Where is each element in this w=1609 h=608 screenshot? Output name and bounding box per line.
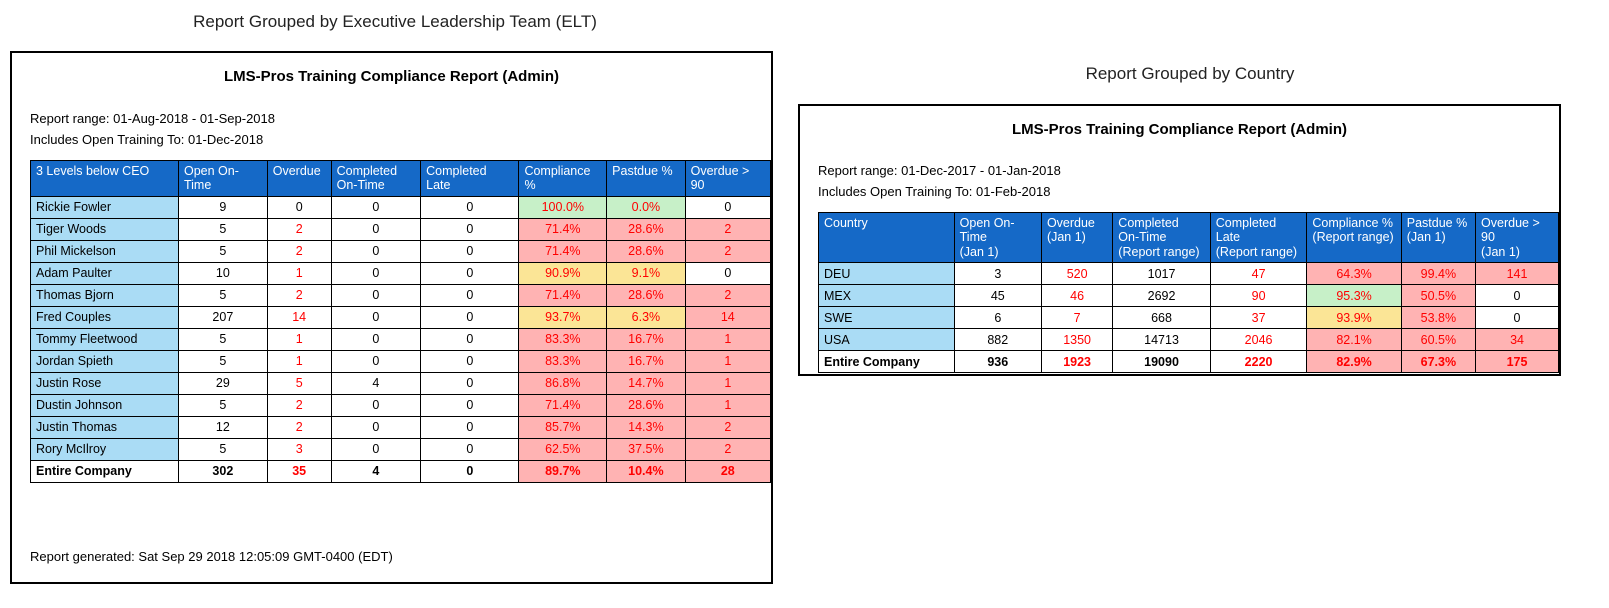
cell-overdue: 2 — [267, 240, 331, 262]
cell-open-on-time: 882 — [954, 329, 1041, 351]
right-report-panel — [798, 104, 1561, 376]
cell-overdue: 7 — [1041, 307, 1112, 329]
cell-overdue-90: 2 — [685, 416, 770, 438]
column-header-open-on-time: Open On-Time — [178, 161, 267, 197]
cell-name: DEU — [819, 263, 955, 285]
table-header-row — [819, 213, 1559, 263]
left-report-title: LMS-Pros Training Compliance Report (Admin) — [223, 68, 560, 85]
cell-compliance-pct: 71.4% — [519, 240, 607, 262]
cell-overdue-90: 2 — [685, 284, 770, 306]
column-header-completed-late: Completed Late (Report range) — [1210, 213, 1307, 263]
cell-completed-late: 47 — [1210, 263, 1307, 285]
cell-compliance-pct: 90.9% — [519, 262, 607, 284]
cell-compliance-pct: 82.1% — [1307, 329, 1401, 351]
cell-overdue: 35 — [267, 460, 331, 482]
cell-completed-on-time: 1017 — [1113, 263, 1210, 285]
cell-open-on-time: 3 — [954, 263, 1041, 285]
table-row — [31, 372, 771, 394]
cell-compliance-pct: 83.3% — [519, 350, 607, 372]
cell-completed-late: 0 — [421, 262, 519, 284]
left-report-caption: Report Grouped by Executive Leadership Team (ELT) — [193, 12, 597, 31]
cell-pastdue-pct: 37.5% — [607, 438, 685, 460]
cell-open-on-time: 12 — [178, 416, 267, 438]
cell-completed-on-time: 0 — [331, 394, 421, 416]
cell-name: Dustin Johnson — [31, 394, 179, 416]
cell-completed-on-time: 0 — [331, 218, 421, 240]
column-header-pastdue-pct: Pastdue % — [607, 161, 685, 197]
cell-name: USA — [819, 329, 955, 351]
cell-completed-late: 0 — [421, 196, 519, 218]
cell-name: MEX — [819, 285, 955, 307]
cell-open-on-time: 29 — [178, 372, 267, 394]
cell-compliance-pct: 83.3% — [519, 328, 607, 350]
cell-compliance-pct: 85.7% — [519, 416, 607, 438]
cell-name: Tiger Woods — [31, 218, 179, 240]
cell-completed-late: 90 — [1210, 285, 1307, 307]
cell-completed-late: 37 — [1210, 307, 1307, 329]
cell-completed-on-time: 0 — [331, 240, 421, 262]
cell-completed-on-time: 2692 — [1113, 285, 1210, 307]
cell-open-on-time: 9 — [178, 196, 267, 218]
left-report-open-training-to: Includes Open Training To: 01-Dec-2018 — [30, 132, 264, 147]
cell-overdue-90: 1 — [685, 350, 770, 372]
left-report-range: Report range: 01-Aug-2018 - 01-Sep-2018 — [30, 111, 275, 126]
right-report-open-training-to: Includes Open Training To: 01-Feb-2018 — [818, 184, 1051, 199]
table-row — [31, 350, 771, 372]
cell-pastdue-pct: 67.3% — [1401, 351, 1475, 373]
cell-completed-late: 0 — [421, 328, 519, 350]
table-row — [31, 306, 771, 328]
table-row — [819, 285, 1559, 307]
table-header-row — [31, 161, 771, 197]
cell-open-on-time: 936 — [954, 351, 1041, 373]
cell-compliance-pct: 95.3% — [1307, 285, 1401, 307]
country-compliance-table — [818, 212, 1559, 373]
cell-overdue: 520 — [1041, 263, 1112, 285]
cell-completed-on-time: 668 — [1113, 307, 1210, 329]
cell-overdue-90: 1 — [685, 394, 770, 416]
cell-open-on-time: 5 — [178, 438, 267, 460]
column-header-completed-on-time: Completed On-Time (Report range) — [1113, 213, 1210, 263]
cell-open-on-time: 5 — [178, 218, 267, 240]
cell-pastdue-pct: 28.6% — [607, 218, 685, 240]
cell-overdue: 14 — [267, 306, 331, 328]
cell-pastdue-pct: 28.6% — [607, 240, 685, 262]
table-total-row — [31, 460, 771, 482]
cell-completed-on-time: 4 — [331, 372, 421, 394]
column-header-completed-on-time: Completed On-Time — [331, 161, 421, 197]
cell-name: Rickie Fowler — [31, 196, 179, 218]
cell-name: Tommy Fleetwood — [31, 328, 179, 350]
cell-name: Justin Thomas — [31, 416, 179, 438]
cell-overdue: 1 — [267, 350, 331, 372]
cell-overdue: 1 — [267, 262, 331, 284]
cell-completed-on-time: 0 — [331, 328, 421, 350]
cell-overdue-90: 1 — [685, 328, 770, 350]
cell-overdue: 1923 — [1041, 351, 1112, 373]
cell-open-on-time: 5 — [178, 350, 267, 372]
cell-open-on-time: 6 — [954, 307, 1041, 329]
cell-overdue-90: 14 — [685, 306, 770, 328]
cell-compliance-pct: 100.0% — [519, 196, 607, 218]
column-header-completed-late: Completed Late — [421, 161, 519, 197]
cell-pastdue-pct: 99.4% — [1401, 263, 1475, 285]
cell-completed-late: 0 — [421, 218, 519, 240]
table-total-row — [819, 351, 1559, 373]
cell-overdue-90: 175 — [1476, 351, 1559, 373]
cell-overdue-90: 28 — [685, 460, 770, 482]
cell-pastdue-pct: 14.3% — [607, 416, 685, 438]
cell-completed-on-time: 4 — [331, 460, 421, 482]
cell-name: Jordan Spieth — [31, 350, 179, 372]
cell-open-on-time: 5 — [178, 284, 267, 306]
table-row — [31, 416, 771, 438]
cell-open-on-time: 5 — [178, 240, 267, 262]
cell-completed-late: 0 — [421, 350, 519, 372]
cell-overdue: 2 — [267, 218, 331, 240]
cell-compliance-pct: 89.7% — [519, 460, 607, 482]
table-row — [819, 307, 1559, 329]
column-header-overdue: Overdue (Jan 1) — [1041, 213, 1112, 263]
cell-pastdue-pct: 16.7% — [607, 328, 685, 350]
cell-pastdue-pct: 16.7% — [607, 350, 685, 372]
cell-completed-on-time: 19090 — [1113, 351, 1210, 373]
cell-compliance-pct: 82.9% — [1307, 351, 1401, 373]
right-report-caption: Report Grouped by Country — [1085, 64, 1295, 83]
cell-name: Entire Company — [819, 351, 955, 373]
cell-compliance-pct: 71.4% — [519, 218, 607, 240]
cell-overdue-90: 1 — [685, 372, 770, 394]
column-header-name: 3 Levels below CEO — [31, 161, 179, 197]
cell-compliance-pct: 71.4% — [519, 284, 607, 306]
cell-completed-on-time: 14713 — [1113, 329, 1210, 351]
cell-open-on-time: 10 — [178, 262, 267, 284]
cell-name: Rory McIlroy — [31, 438, 179, 460]
left-report-panel — [10, 51, 773, 584]
column-header-overdue-90: Overdue > 90 — [685, 161, 770, 197]
table-row — [31, 328, 771, 350]
cell-overdue: 2 — [267, 284, 331, 306]
cell-compliance-pct: 62.5% — [519, 438, 607, 460]
cell-name: Adam Paulter — [31, 262, 179, 284]
cell-overdue: 0 — [267, 196, 331, 218]
cell-pastdue-pct: 6.3% — [607, 306, 685, 328]
cell-completed-late: 0 — [421, 306, 519, 328]
cell-pastdue-pct: 0.0% — [607, 196, 685, 218]
table-row — [31, 196, 771, 218]
column-header-compliance-pct: Compliance % — [519, 161, 607, 197]
cell-compliance-pct: 93.9% — [1307, 307, 1401, 329]
cell-pastdue-pct: 60.5% — [1401, 329, 1475, 351]
table-row — [31, 284, 771, 306]
table-row — [31, 438, 771, 460]
cell-overdue-90: 0 — [685, 196, 770, 218]
cell-pastdue-pct: 10.4% — [607, 460, 685, 482]
cell-pastdue-pct: 50.5% — [1401, 285, 1475, 307]
cell-completed-on-time: 0 — [331, 416, 421, 438]
cell-completed-on-time: 0 — [331, 262, 421, 284]
cell-completed-late: 0 — [421, 460, 519, 482]
cell-overdue: 1350 — [1041, 329, 1112, 351]
cell-overdue: 2 — [267, 416, 331, 438]
cell-open-on-time: 302 — [178, 460, 267, 482]
cell-open-on-time: 45 — [954, 285, 1041, 307]
cell-open-on-time: 5 — [178, 328, 267, 350]
cell-compliance-pct: 93.7% — [519, 306, 607, 328]
cell-overdue: 5 — [267, 372, 331, 394]
cell-name: Phil Mickelson — [31, 240, 179, 262]
table-row — [31, 218, 771, 240]
column-header-open-on-time: Open On-Time (Jan 1) — [954, 213, 1041, 263]
cell-overdue-90: 2 — [685, 218, 770, 240]
cell-overdue: 1 — [267, 328, 331, 350]
table-row — [31, 262, 771, 284]
cell-compliance-pct: 86.8% — [519, 372, 607, 394]
cell-name: Justin Rose — [31, 372, 179, 394]
cell-completed-late: 0 — [421, 372, 519, 394]
cell-pastdue-pct: 9.1% — [607, 262, 685, 284]
right-report-title: LMS-Pros Training Compliance Report (Admin) — [1011, 121, 1348, 138]
column-header-overdue-90: Overdue > 90 (Jan 1) — [1476, 213, 1559, 263]
cell-completed-late: 0 — [421, 240, 519, 262]
elt-compliance-table — [30, 160, 771, 483]
table-row — [819, 329, 1559, 351]
cell-completed-late: 0 — [421, 438, 519, 460]
cell-name: Thomas Bjorn — [31, 284, 179, 306]
cell-compliance-pct: 64.3% — [1307, 263, 1401, 285]
table-row — [31, 240, 771, 262]
cell-completed-late: 2220 — [1210, 351, 1307, 373]
cell-overdue-90: 2 — [685, 240, 770, 262]
cell-completed-late: 2046 — [1210, 329, 1307, 351]
cell-open-on-time: 5 — [178, 394, 267, 416]
cell-pastdue-pct: 53.8% — [1401, 307, 1475, 329]
column-header-country: Country — [819, 213, 955, 263]
cell-overdue-90: 0 — [1476, 307, 1559, 329]
cell-completed-late: 0 — [421, 394, 519, 416]
cell-name: Entire Company — [31, 460, 179, 482]
cell-overdue: 46 — [1041, 285, 1112, 307]
column-header-overdue: Overdue — [267, 161, 331, 197]
cell-overdue-90: 141 — [1476, 263, 1559, 285]
cell-open-on-time: 207 — [178, 306, 267, 328]
cell-overdue: 2 — [267, 394, 331, 416]
cell-name: Fred Couples — [31, 306, 179, 328]
column-header-compliance-pct: Compliance % (Report range) — [1307, 213, 1401, 263]
cell-overdue-90: 2 — [685, 438, 770, 460]
cell-overdue-90: 0 — [1476, 285, 1559, 307]
cell-pastdue-pct: 14.7% — [607, 372, 685, 394]
table-row — [819, 263, 1559, 285]
column-header-pastdue-pct: Pastdue % (Jan 1) — [1401, 213, 1475, 263]
cell-pastdue-pct: 28.6% — [607, 284, 685, 306]
table-row — [31, 394, 771, 416]
cell-completed-late: 0 — [421, 284, 519, 306]
cell-completed-on-time: 0 — [331, 284, 421, 306]
cell-overdue-90: 34 — [1476, 329, 1559, 351]
right-report-range: Report range: 01-Dec-2017 - 01-Jan-2018 — [818, 163, 1061, 178]
cell-compliance-pct: 71.4% — [519, 394, 607, 416]
cell-completed-on-time: 0 — [331, 350, 421, 372]
cell-completed-on-time: 0 — [331, 306, 421, 328]
cell-overdue: 3 — [267, 438, 331, 460]
cell-completed-on-time: 0 — [331, 196, 421, 218]
report-generated-footer: Report generated: Sat Sep 29 2018 12:05:09 GMT-0400 (EDT) — [30, 549, 393, 564]
cell-completed-on-time: 0 — [331, 438, 421, 460]
cell-completed-late: 0 — [421, 416, 519, 438]
cell-pastdue-pct: 28.6% — [607, 394, 685, 416]
cell-name: SWE — [819, 307, 955, 329]
cell-overdue-90: 0 — [685, 262, 770, 284]
